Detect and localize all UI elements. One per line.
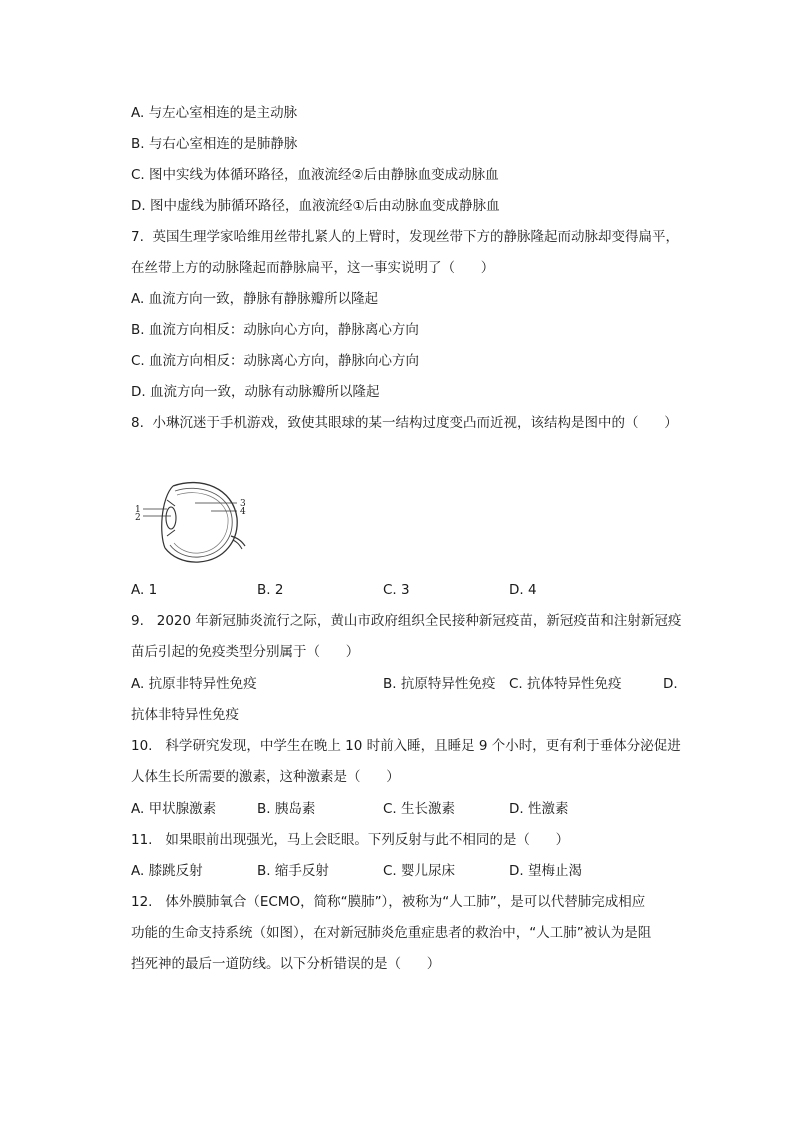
q6-option-b: B. 与右心室相连的是肺静脉 [131, 136, 298, 152]
q10-stem-line2: 人体生长所需要的激素，这种激素是（ ） [131, 769, 400, 785]
q9-option-a: A. 抗原非特异性免疫 [131, 676, 257, 692]
q8-option-d: D. 4 [509, 582, 537, 598]
q6-option-d: D. 图中虚线为肺循环路径，血液流经①后由动脉血变成静脉血 [131, 198, 500, 214]
q10-options [131, 799, 671, 819]
label-3: 3 [240, 499, 246, 509]
q7-stem-line2: 在丝带上方的动脉隆起而静脉扁平，这一事实说明了（ ） [131, 260, 495, 276]
q9-option-d-text: 抗体非特异性免疫 [131, 707, 239, 723]
q11-stem: 11. 如果眼前出现强光，马上会眨眼。下列反射与此不相同的是（ ） [131, 832, 570, 848]
q11-option-a: A. 膝跳反射 [131, 863, 203, 879]
q10-stem-line1: 10. 科学研究发现，中学生在晚上 10 时前入睡，且睡足 9 个小时，更有利于垂体分泌促进 [131, 738, 681, 754]
q7-option-a: A. 血流方向一致，静脉有静脉瓣所以隆起 [131, 291, 379, 307]
q9-stem-line2: 苗后引起的免疫类型分别属于（ ） [131, 644, 360, 660]
ciliary-lower [167, 530, 175, 536]
q8-option-b: B. 2 [257, 582, 284, 598]
q10-option-a: A. 甲状腺激素 [131, 801, 217, 817]
q11-option-d: D. 望梅止渴 [509, 863, 582, 879]
eyeball-retina [174, 493, 228, 553]
q8-stem: 8. 小琳沉迷于手机游戏，致使其眼球的某一结构过度变凸而近视，该结构是图中的（ ） [131, 415, 678, 431]
q11-options [131, 861, 671, 881]
q10-option-c: C. 生长激素 [383, 801, 456, 817]
ciliary-upper [167, 500, 175, 506]
q12-stem-line3: 挡死神的最后一道防线。以下分析错误的是（ ） [131, 956, 441, 972]
q9-option-d-marker: D. [663, 676, 678, 692]
q11-option-b: B. 缩手反射 [257, 863, 329, 879]
lens [166, 507, 176, 529]
q12-stem-line1: 12. 体外膜肺氧合（ECMO，简称“膜肺”），被称为“人工肺”，是可以代替肺完成相应 [131, 894, 646, 910]
q6-option-a: A. 与左心室相连的是主动脉 [131, 105, 298, 121]
label-2: 2 [135, 513, 141, 523]
q10-option-b: B. 胰岛素 [257, 801, 316, 817]
q7-option-c: C. 血流方向相反：动脉离心方向，静脉向心方向 [131, 353, 420, 369]
eyeball-inner-layer [170, 488, 232, 557]
q9-option-c: C. 抗体特异性免疫 [509, 676, 622, 692]
q7-option-d: D. 血流方向一致，动脉有动脉瓣所以隆起 [131, 384, 380, 400]
label-1: 1 [135, 505, 141, 515]
q6-option-c: C. 图中实线为体循环路径，血液流经②后由静脉血变成动脉血 [131, 167, 499, 183]
q8-option-c: C. 3 [383, 582, 410, 598]
q11-option-c: C. 婴儿尿床 [383, 863, 456, 879]
q9-options [131, 674, 691, 694]
q8-option-a: A. 1 [131, 582, 158, 598]
q10-option-d: D. 性激素 [509, 801, 569, 817]
q9-stem-line1: 9. 2020 年新冠肺炎流行之际，黄山市政府组织全民接种新冠疫苗，新冠疫苗和注射新冠疫 [131, 613, 682, 629]
q7-option-b: B. 血流方向相反：动脉向心方向，静脉离心方向 [131, 322, 419, 338]
q12-stem-line2: 功能的生命支持系统（如图），在对新冠肺炎危重症患者的救治中，“人工肺”被认为是阻 [131, 925, 652, 941]
label-4: 4 [240, 507, 246, 517]
cornea [162, 486, 173, 548]
q9-option-b: B. 抗原特异性免疫 [383, 676, 496, 692]
q7-stem-line1: 7. 英国生理学家哈维用丝带扎紧人的上臂时，发现丝带下方的静脉隆起而动脉却变得扁平， [131, 229, 679, 245]
eye-diagram-figure [133, 478, 253, 568]
eye-diagram [133, 478, 253, 568]
q8-options [131, 580, 671, 600]
